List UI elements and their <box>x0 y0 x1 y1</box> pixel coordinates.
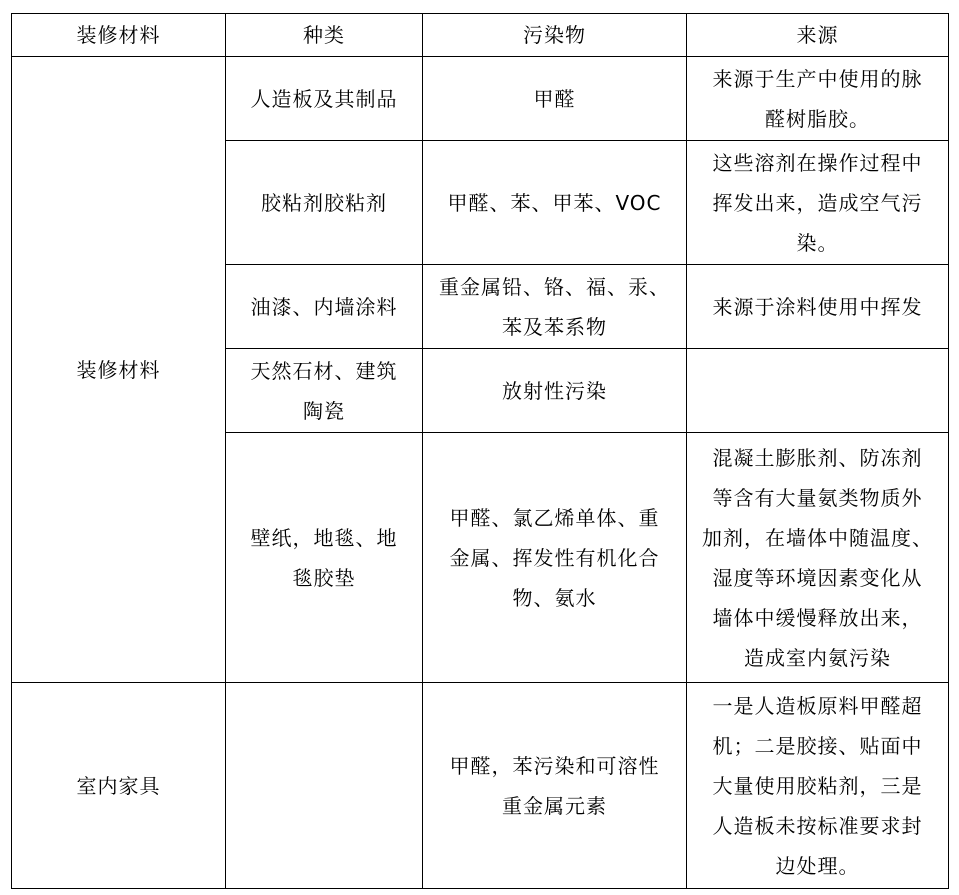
group-furniture-cell: 室内家具 <box>12 683 226 889</box>
cell-line: 毯胶垫 <box>292 565 356 590</box>
source-cell <box>687 57 949 141</box>
type-cell <box>226 265 423 349</box>
pollutant-cell <box>423 349 687 433</box>
pollutant-cell <box>423 433 687 683</box>
cell-line: 甲醛，苯污染和可溶性 <box>449 753 660 778</box>
cell-line: 等含有大量氨类物质外 <box>712 485 923 510</box>
type-cell <box>226 433 423 683</box>
header-source: 来源 <box>687 14 949 57</box>
cell-line: 醛树脂胶。 <box>765 106 870 131</box>
source-cell <box>687 265 949 349</box>
table-row <box>12 57 949 141</box>
cell-line: 墙体中缓慢释放出来， <box>712 605 923 630</box>
source-cell <box>687 141 949 265</box>
cell-line: 天然石材、建筑 <box>250 358 398 383</box>
cell-line: 挥发出来，造成空气污 <box>712 190 923 215</box>
cell-line: 甲醛、氯乙烯单体、重 <box>449 505 660 530</box>
pollutant-cell <box>423 683 687 889</box>
cell-line: 物、氨水 <box>512 585 597 610</box>
type-cell <box>226 349 423 433</box>
group-decoration-cell: 装修材料 <box>12 57 226 683</box>
cell-line: 边处理。 <box>775 853 860 878</box>
cell-line: 湿度等环境因素变化从 <box>712 565 923 590</box>
cell-line: 造成室内氨污染 <box>744 645 891 670</box>
cell-line: 来源于生产中使用的脉 <box>712 66 923 91</box>
source-cell <box>687 433 949 683</box>
pollution-table <box>11 13 949 889</box>
cell-line: 甲醛 <box>533 86 576 111</box>
pollutant-cell <box>423 141 687 265</box>
cell-line: 染。 <box>796 230 839 255</box>
cell-line: 放射性污染 <box>502 378 607 403</box>
cell-line: 这些溶剂在操作过程中 <box>712 150 923 175</box>
pollutant-cell <box>423 57 687 141</box>
source-cell <box>687 683 949 889</box>
cell-line: 甲醛、苯、甲苯、VOC <box>447 190 662 215</box>
type-cell <box>226 683 423 889</box>
cell-line: 机；二是胶接、贴面中 <box>712 733 923 758</box>
cell-line: 大量使用胶粘剂，三是 <box>712 773 923 798</box>
source-cell <box>687 349 949 433</box>
header-pollutant: 污染物 <box>423 14 687 57</box>
cell-line: 胶粘剂胶粘剂 <box>261 190 387 215</box>
cell-line: 加剂，在墙体中随温度、 <box>702 525 933 550</box>
cell-line: 油漆、内墙涂料 <box>250 294 398 319</box>
table-row <box>12 683 949 889</box>
cell-line: 人造板未按标准要求封 <box>712 813 923 838</box>
type-cell <box>226 57 423 141</box>
cell-line: 人造板及其制品 <box>250 86 398 111</box>
cell-line: 重金属铅、铬、福、汞、 <box>439 274 670 299</box>
type-cell <box>226 141 423 265</box>
cell-line: 壁纸，地毯、地 <box>250 525 398 550</box>
cell-line: 陶瓷 <box>303 398 345 423</box>
header-type: 种类 <box>226 14 423 57</box>
cell-line: 苯及苯系物 <box>502 314 607 339</box>
pollutant-cell <box>423 265 687 349</box>
header-material: 装修材料 <box>12 14 226 57</box>
cell-line: 一是人造板原料甲醛超 <box>712 693 923 718</box>
header-row <box>12 14 949 57</box>
cell-line: 金属、挥发性有机化合 <box>449 545 660 570</box>
cell-line: 重金属元素 <box>502 793 607 818</box>
cell-line: 混凝土膨胀剂、防冻剂 <box>712 445 923 470</box>
cell-line: 来源于涂料使用中挥发 <box>712 294 923 319</box>
